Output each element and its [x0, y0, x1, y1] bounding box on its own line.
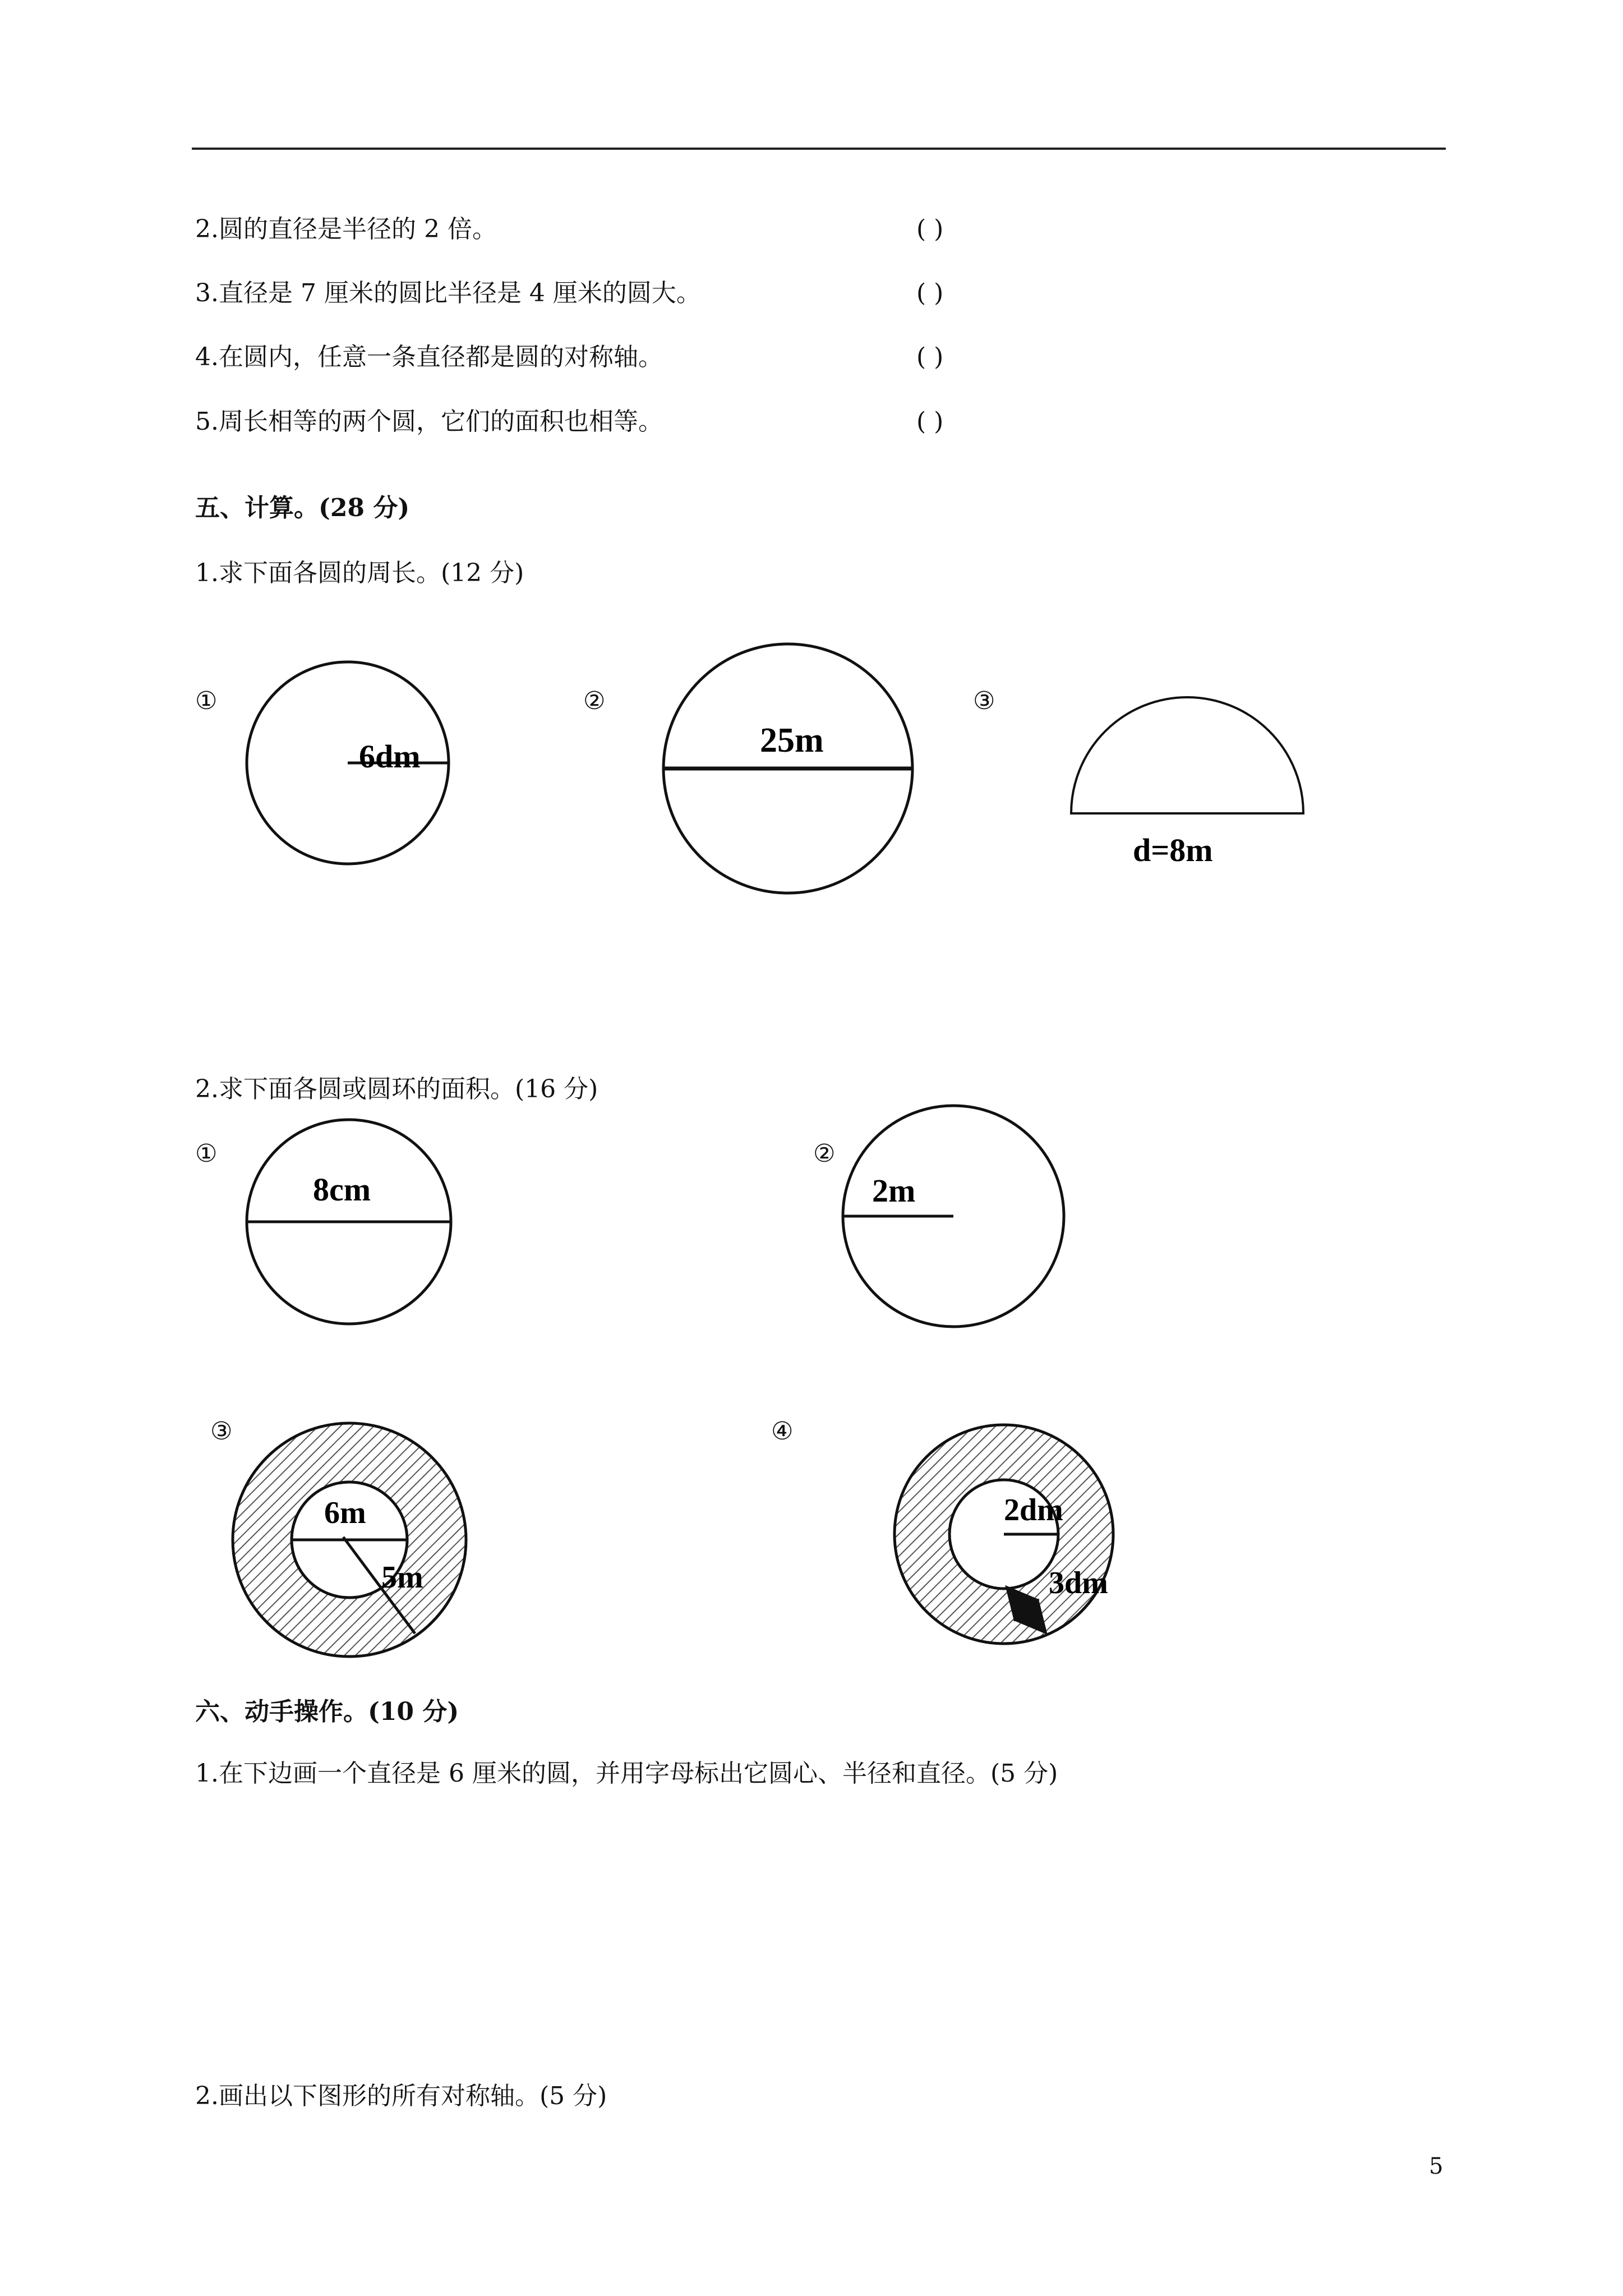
ring-width-label-3dm: 3dm	[1049, 1566, 1108, 1600]
section-5-question-2: 2.求下面各圆或圆环的面积。(16 分)	[195, 1075, 598, 1103]
area-figure-label-1: ①	[195, 1139, 218, 1168]
figure-label-1: ①	[195, 687, 218, 715]
section-6-question-1: 1.在下边画一个直径是 6 厘米的圆，并用字母标出它圆心、半径和直径。(5 分)	[195, 1759, 1058, 1788]
area-figure-label-2: ②	[813, 1139, 836, 1168]
figure-label-2: ②	[583, 687, 606, 715]
radius-label-2m: 2m	[872, 1172, 916, 1209]
judgement-item-3: 3.直径是 7 厘米的圆比半径是 4 厘米的圆大。	[195, 279, 701, 307]
area-figure-label-3: ③	[210, 1417, 233, 1446]
section-6-title: 六、动手操作。(10 分)	[195, 1697, 459, 1726]
section-5-title: 五、计算。(28 分)	[195, 494, 410, 522]
circumference-circle-2	[663, 644, 912, 893]
ring-width-label-5m: 5m	[381, 1560, 423, 1595]
radius-label-6dm: 6dm	[359, 738, 421, 775]
judgement-item-5: 5.周长相等的两个圆，它们的面积也相等。	[195, 407, 663, 436]
semicircle-figure	[1071, 697, 1303, 868]
area-circle-2	[843, 1106, 1064, 1327]
area-figure-label-4: ④	[771, 1417, 794, 1446]
answer-blank-3[interactable]: ( )	[916, 279, 944, 307]
semicircle-diameter-label: d=8m	[1133, 832, 1213, 868]
diameter-label-8cm: 8cm	[313, 1171, 371, 1208]
judgement-item-2: 2.圆的直径是半径的 2 倍。	[195, 215, 497, 243]
annulus-figure-2	[895, 1425, 1113, 1644]
answer-blank-2[interactable]: ( )	[916, 215, 944, 243]
section-6-question-2: 2.画出以下图形的所有对称轴。(5 分)	[195, 2082, 607, 2110]
page-number: 5	[1429, 2154, 1444, 2179]
answer-blank-5[interactable]: ( )	[916, 407, 944, 436]
inner-radius-label-2dm: 2dm	[1004, 1493, 1063, 1527]
section-5-question-1: 1.求下面各圆的周长。(12 分)	[195, 559, 524, 587]
figure-label-3: ③	[973, 687, 995, 715]
diameter-label-25m: 25m	[760, 721, 824, 760]
judgement-item-4: 4.在圆内，任意一条直径都是圆的对称轴。	[195, 343, 663, 371]
area-circle-1	[247, 1120, 451, 1324]
circumference-circle-1	[247, 662, 449, 864]
inner-diameter-label-6m: 6m	[324, 1496, 366, 1530]
answer-blank-4[interactable]: ( )	[916, 343, 944, 371]
annulus-figure-1	[233, 1423, 466, 1657]
